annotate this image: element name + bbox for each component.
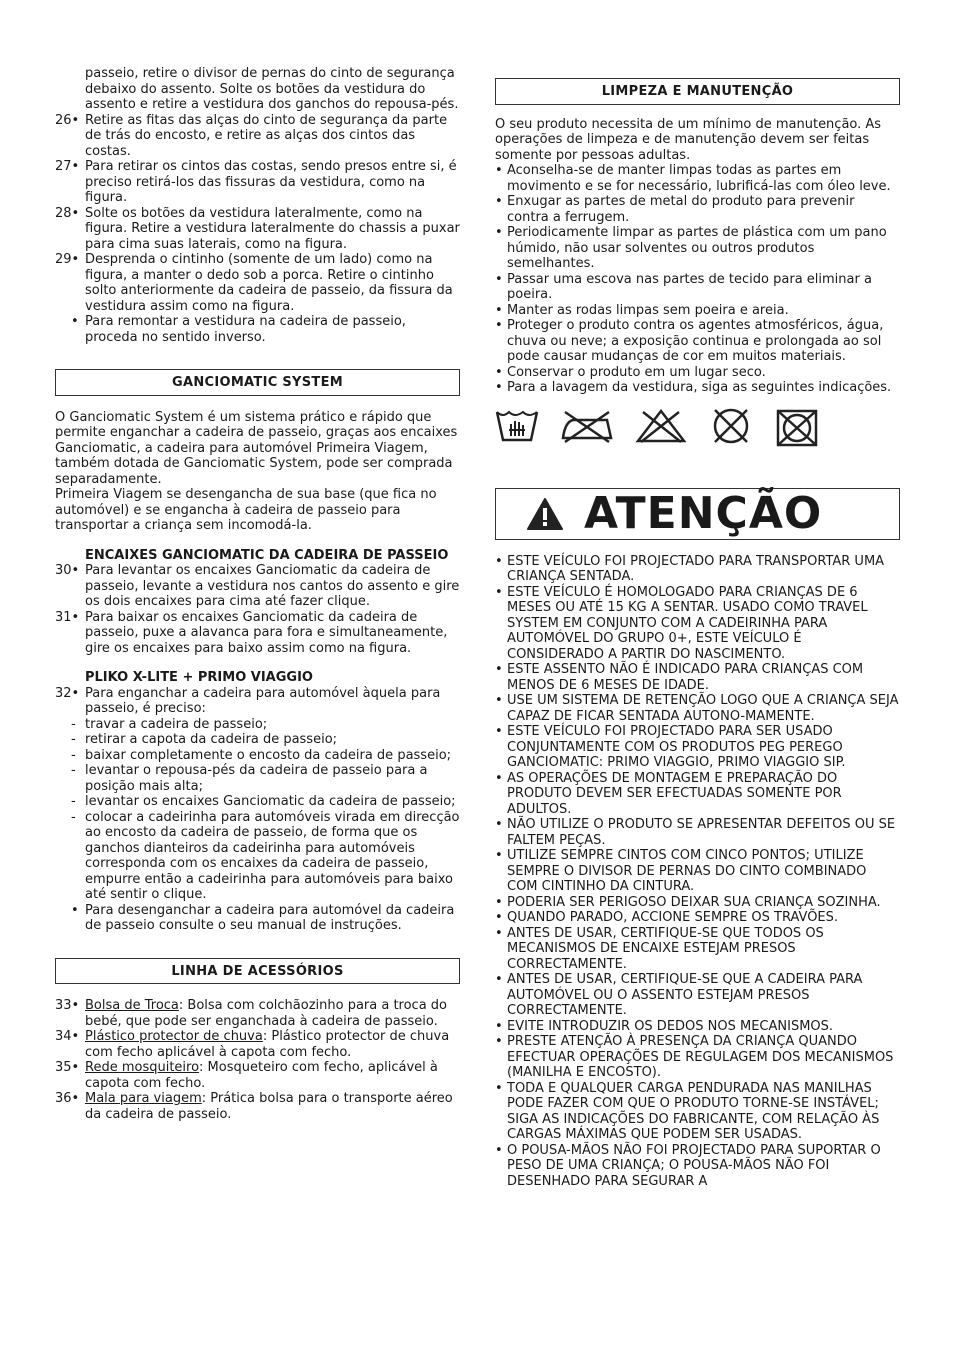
step-32 <box>55 686 460 717</box>
steps-list-a <box>55 113 460 346</box>
limpeza-text: Manter as rodas limpas sem poeira e areia. <box>507 302 789 318</box>
warning-item <box>495 1034 900 1081</box>
dash-item <box>55 794 460 810</box>
limpeza-item <box>495 318 900 365</box>
bullet: • <box>495 318 503 333</box>
bullet: • <box>495 1080 503 1096</box>
step-number: 30• <box>55 563 80 578</box>
warning-item <box>495 848 900 895</box>
accessories-list <box>55 998 460 1122</box>
limpeza-item <box>495 163 900 194</box>
warning-text: QUANDO PARADO, ACCIONE SEMPRE OS TRAVÕES. <box>507 910 839 925</box>
ganciomatic-paragraph-1: O Ganciomatic System é um sistema prático e rápido que permite enganchar a cadeira de passeio, graças aos encaixes Ganciomatic, a cadeira para automóvel Primeira Viagem, também dotada de Ganciomatic System, pode ser comprada separadamente. <box>55 409 458 487</box>
accessory-number: 33• <box>55 998 80 1013</box>
warning-item <box>495 895 900 911</box>
warning-text: ESTE VEÍCULO FOI PROJECTADO PARA SER USADO CONJUNTAMENTE COM OS PRODUTOS PEG PEREGO GANCIOMATIC: PRIMO VIAGGIO, PRIMO VIAGGIO SIP. <box>507 724 846 770</box>
warning-text: PODERIA SER PERIGOSO DEIXAR SUA CRIANÇA SOZINHA. <box>507 894 881 910</box>
warning-text: ANTES DE USAR, CERTIFIQUE-SE QUE TODOS OS MECANISMOS DE ENCAIXE ESTEJAM PRESOS CORRECTAMENTE. <box>507 925 824 972</box>
section-title-ganciomatic: GANCIOMATIC SYSTEM <box>55 369 460 396</box>
warning-text: TODA E QUALQUER CARGA PENDURADA NAS MANILHAS PODE FAZER COM QUE O PRODUTO TORNE-SE INSTÁVEL; SIGA AS INDICAÇÕES DO FABRICANTE, COM RELAÇÃO ÀS CARGAS MÁXIMAS QUE PODEM SER USADAS. <box>507 1080 880 1142</box>
bullet: • <box>495 894 503 910</box>
dash-text: levantar os encaixes Ganciomatic da cadeira de passeio; <box>85 794 456 809</box>
bullet: • <box>495 225 503 240</box>
step-number: 27• <box>55 159 80 174</box>
limpeza-item <box>495 225 900 272</box>
warning-item <box>495 662 900 693</box>
accessory-item <box>55 1029 460 1060</box>
bullet: • <box>495 380 503 395</box>
dash-marker: - <box>71 809 76 825</box>
accessory-name: Bolsa de Troca <box>85 998 179 1013</box>
attention-title: ATENÇÃO <box>584 487 823 539</box>
bullet: • <box>495 553 503 569</box>
step-item <box>55 563 460 610</box>
step-text: Solte os botões da vestidura lateralmente, como na figura. Retire a vestidura lateralmente do chassis a puxar para cima suas laterais, como na figura. <box>85 205 460 252</box>
limpeza-text: Para a lavagem da vestidura, siga as seguintes indicações. <box>507 380 892 395</box>
dash-item <box>55 717 460 733</box>
care-icons-row <box>495 408 900 448</box>
limpeza-item <box>495 303 900 319</box>
no-dry-clean-icon <box>707 408 755 444</box>
dash-text: retirar a capota da cadeira de passeio; <box>85 732 338 747</box>
bullet: • <box>495 271 503 287</box>
accessory-name: Rede mosquiteiro <box>85 1060 200 1075</box>
bullet: • <box>495 693 503 708</box>
accessory-item <box>55 1060 460 1091</box>
bullet: • <box>495 1018 503 1034</box>
bullet: • <box>495 194 503 209</box>
bullet: • <box>495 925 503 941</box>
accessory-number: 36• <box>55 1091 80 1106</box>
step-number: • <box>71 314 79 329</box>
bullet: • <box>495 724 503 739</box>
limpeza-intro: O seu produto necessita de um mínimo de manutenção. As operações de limpeza e de manutenção devem ser feitas somente por pessoas adultas. <box>495 116 882 163</box>
warning-item <box>495 1081 900 1143</box>
warning-text: O POUSA-MÃOS NÃO FOI PROJECTADO PARA SUPORTAR O PESO DE UMA CRIANÇA; O POUSA-MÃOS NÃO FOI DESENHADO PARA SEGURAR A <box>507 1142 881 1189</box>
bullet: • <box>71 902 79 918</box>
accessory-number: 35• <box>55 1060 80 1075</box>
section-title-limpeza: LIMPEZA E MANUTENÇÃO <box>495 78 900 105</box>
dash-item <box>55 763 460 794</box>
warning-text: ESTE ASSENTO NÃO É INDICADO PARA CRIANÇAS COM MENOS DE 6 MESES DE IDADE. <box>507 662 864 693</box>
warning-text: ESTE VEÍCULO FOI PROJECTADO PARA TRANSPORTAR UMA CRIANÇA SENTADA. <box>507 553 885 584</box>
dash-marker: - <box>71 794 76 809</box>
ganciomatic-paragraph-2: Primeira Viagem se desengancha de sua base (que fica no automóvel) e se engancha à cadeira de passeio para transportar a criança sem incomodá-la. <box>55 487 437 533</box>
warning-text: EVITE INTRODUZIR OS DEDOS NOS MECANISMOS. <box>507 1018 834 1034</box>
step-text: Para retirar os cintos das costas, sendo presos entre si, é preciso retirá-los das fissuras da vestidura, como na figura. <box>85 159 457 205</box>
warning-item <box>495 724 900 771</box>
step-number: 29• <box>55 252 80 267</box>
bullet: • <box>495 302 503 318</box>
warning-text: USE UM SISTEMA DE RETENÇÃO LOGO QUE A CRIANÇA SEJA CAPAZ DE FICAR SENTADA AUTONO-MAMENTE. <box>507 693 899 724</box>
step-text: Para desenganchar a cadeira para automóvel da cadeira de passeio consulte o seu manual de instruções. <box>85 902 455 933</box>
bullet: • <box>495 1142 503 1158</box>
no-tumble-dry-icon <box>775 408 819 448</box>
bullet: • <box>495 662 503 677</box>
limpeza-text: Proteger o produto contra os agentes atmosféricos, água, chuva ou neve; a exposição continua e prolongada ao sol pode causar mudanças de cor em muitos materiais. <box>507 318 884 364</box>
limpeza-item <box>495 380 900 396</box>
limpeza-item <box>495 365 900 381</box>
accessory-text: : Bolsa com colchãozinho para a troca do bebé, que pode ser enganchada à cadeira de passeio. <box>85 998 448 1029</box>
bullet: • <box>495 163 503 178</box>
dash-item <box>55 810 460 903</box>
dash-marker: - <box>71 747 76 763</box>
step-item <box>55 610 460 657</box>
warning-item <box>495 693 900 724</box>
hand-wash-icon <box>495 408 539 444</box>
warning-item <box>495 585 900 663</box>
section-title-acessorios: LINHA DE ACESSÓRIOS <box>55 958 460 985</box>
warning-text: ESTE VEÍCULO É HOMOLOGADO PARA CRIANÇAS DE 6 MESES OU ATÉ 15 KG A SENTAR. USADO COMO TRAVEL SYSTEM EM CONJUNTO COM A CADEIRINHA PARA AUTOMÓVEL DO GRUPO 0+, ESTE VEÍCULO É CONSIDERADO A PARTIR DO NASCIMENTO. <box>507 584 868 662</box>
bullet: • <box>495 770 503 786</box>
left-column <box>55 66 460 1122</box>
attention-banner <box>495 488 900 540</box>
dash-list <box>55 717 460 903</box>
step-text: Para levantar os encaixes Ganciomatic da cadeira de passeio, levante a vestidura nos cantos do assento e gire os dois encaixes para cima até fazer clique. <box>85 563 460 609</box>
bullet: • <box>495 364 503 380</box>
right-column <box>495 78 900 1189</box>
step-item <box>55 113 460 160</box>
dash-marker: - <box>71 732 76 747</box>
warning-item <box>495 1019 900 1035</box>
step-text: Para baixar os encaixes Ganciomatic da cadeira de passeio, puxe a alavanca para fora e simultaneamente, gire os encaixes para baixo assim como na figura. <box>85 609 448 656</box>
dash-text: travar a cadeira de passeio; <box>85 716 268 732</box>
step-text: Para remontar a vestidura na cadeira de passeio, proceda no sentido inverso. <box>85 314 406 345</box>
limpeza-text: Enxugar as partes de metal do produto para prevenir contra a ferrugem. <box>507 194 855 225</box>
dash-item <box>55 748 460 764</box>
step-item <box>55 252 460 314</box>
limpeza-text: Aconselha-se de manter limpas todas as partes em movimento e se for necessário, lubrificá-las com óleo leve. <box>507 163 891 194</box>
intro-paragraph: passeio, retire o divisor de pernas do cinto de segurança debaixo do assento. Solte os botões da vestidura do assento e retire a vestidura dos ganchos do repousa-pés. <box>85 66 459 112</box>
accessory-text: : Prática bolsa para o transporte aéreo da cadeira de passeio. <box>85 1091 453 1122</box>
accessory-text: : Mosqueteiro com fecho, aplicável à capota com fecho. <box>85 1060 438 1091</box>
warning-text: UTILIZE SEMPRE CINTOS COM CINCO PONTOS; UTILIZE SEMPRE O DIVISOR DE PERNAS DO CINTO COMBINADO COM CINTINHO DA CINTURA. <box>507 848 867 894</box>
accessory-text: : Plástico protector de chuva com fecho aplicável à capota com fecho. <box>85 1029 450 1060</box>
limpeza-item <box>495 194 900 225</box>
subheading-encaixes: ENCAIXES GANCIOMATIC DA CADEIRA DE PASSEIO <box>85 547 449 563</box>
step-desengancha <box>55 903 460 934</box>
bullet: • <box>495 1034 503 1049</box>
dash-text: baixar completamente o encosto da cadeira de passeio; <box>85 747 452 763</box>
step-text: Retire as fitas das alças do cinto de segurança da parte de trás do encosto, e retire as alças dos cintos das costas. <box>85 112 448 159</box>
step-text: Para enganchar a cadeira para automóvel àquela para passeio, é preciso: <box>85 685 441 716</box>
warning-item <box>495 910 900 926</box>
subheading-pliko: PLIKO X-LITE + PRIMO VIAGGIO <box>85 670 313 685</box>
accessory-name: Mala para viagem <box>85 1091 202 1106</box>
bullet: • <box>495 910 503 925</box>
limpeza-text: Passar uma escova nas partes de tecido para eliminar a poeira. <box>507 271 872 302</box>
warning-text: AS OPERAÇÕES DE MONTAGEM E PREPARAÇÃO DO PRODUTO DEVEM SER EFECTUADAS SOMENTE POR ADULTOS. <box>507 770 842 817</box>
accessory-name: Plástico protector de chuva <box>85 1029 263 1044</box>
dash-text: colocar a cadeirinha para automóveis virada em direcção ao encosto da cadeira de passeio, de forma que os ganchos dianteiros da cadeirinha para automóveis corresponda com os encaixes da cadeira de passeio, empurre então a cadeirinha para automóveis para baixo até sentir o clique. <box>85 809 460 902</box>
dash-marker: - <box>71 763 76 778</box>
step-number: 28• <box>55 205 80 221</box>
accessory-item <box>55 1091 460 1122</box>
step-number: 26• <box>55 112 80 128</box>
warning-item <box>495 554 900 585</box>
limpeza-list <box>495 163 900 396</box>
warning-icon <box>526 497 564 531</box>
limpeza-item <box>495 272 900 303</box>
limpeza-text: Periodicamente limpar as partes de plástica com um pano húmido, não usar solventes ou outros produtos semelhantes. <box>507 225 887 271</box>
bullet: • <box>495 972 503 987</box>
step-item <box>55 206 460 253</box>
bullet: • <box>495 817 503 832</box>
accessory-item <box>55 998 460 1029</box>
warning-item <box>495 817 900 848</box>
bullet: • <box>495 848 503 863</box>
warning-item <box>495 1143 900 1190</box>
accessory-number: 34• <box>55 1029 80 1044</box>
step-item <box>55 159 460 206</box>
step-number: 31• <box>55 609 80 625</box>
warning-item <box>495 771 900 818</box>
limpeza-text: Conservar o produto em um lugar seco. <box>507 364 766 380</box>
warning-text: ANTES DE USAR, CERTIFIQUE-SE QUE A CADEIRA PARA AUTOMÓVEL OU O ASSENTO ESTEJAM PRESOS CORRECTAMENTE. <box>507 972 863 1018</box>
bullet: • <box>495 584 503 600</box>
step-text: Desprenda o cintinho (somente de um lado) como na figura, a manter o dedo sob a porca. Retire o cintinho solto anteriormente da cadeira de passeio, da fissura da vestidura assim como na figura. <box>85 252 453 314</box>
step-item <box>55 314 460 345</box>
warning-text: PRESTE ATENÇÃO À PRESENÇA DA CRIANÇA QUANDO EFECTUAR OPERAÇÕES DE REGULAGEM DOS MECANISMOS (MANILHA E ENCOSTO). <box>507 1034 894 1080</box>
warning-item <box>495 972 900 1019</box>
no-bleach-icon <box>635 408 687 444</box>
no-iron-icon <box>559 408 615 444</box>
dash-text: levantar o repousa-pés da cadeira de passeio para a posição mais alta; <box>85 763 428 794</box>
dash-item <box>55 732 460 748</box>
step-number: 32• <box>55 685 80 701</box>
warning-text: NÃO UTILIZE O PRODUTO SE APRESENTAR DEFEITOS OU SE FALTEM PEÇAS. <box>507 817 896 848</box>
steps-list-b <box>55 563 460 656</box>
warning-item <box>495 926 900 973</box>
dash-marker: - <box>71 716 76 732</box>
warnings-list <box>495 554 900 1190</box>
